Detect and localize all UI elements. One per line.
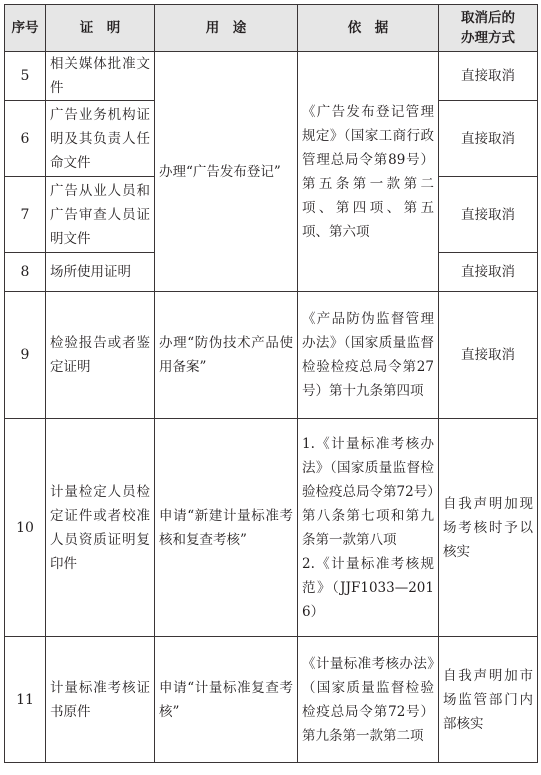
row-method: 自我声明加市场监管部门内部核实 <box>439 637 538 763</box>
row-cert: 检验报告或者鉴定证明 <box>46 292 155 419</box>
row-no: 9 <box>5 292 46 419</box>
row-use: 申请“新建计量标准考核和复查考核” <box>155 419 298 637</box>
row-cert: 广告从业人员和广告审查人员证明文件 <box>46 177 155 253</box>
table-row <box>5 637 538 763</box>
row-use: 办理“防伪技术产品使用备案” <box>155 292 298 419</box>
row-no: 11 <box>5 637 46 763</box>
header-method <box>439 5 538 52</box>
row-method: 直接取消 <box>439 101 538 177</box>
header-method-line1: 取消后的 <box>461 10 515 26</box>
row-method: 直接取消 <box>439 292 538 419</box>
row-cert: 相关媒体批准文件 <box>46 52 155 101</box>
row-use-merged: 办理“广告发布登记” <box>155 52 298 292</box>
row-basis: 《产品防伪监督管理办法》（国家质量监督检验检疫总局令第27号）第十九条第四项 <box>298 292 439 419</box>
row-no: 7 <box>5 177 46 253</box>
row-no: 6 <box>5 101 46 177</box>
header-method-line2: 办理方式 <box>461 30 515 46</box>
row-cert: 场所使用证明 <box>46 253 155 292</box>
row-method: 直接取消 <box>439 52 538 101</box>
table-row <box>5 292 538 419</box>
row-method: 直接取消 <box>439 177 538 253</box>
table-row <box>5 52 538 101</box>
row-basis-merged: 《广告发布登记管理规定》（国家工商行政管理总局令第89号）第五条第一款第二项、第四项、第五项、第六项 <box>298 52 439 292</box>
header-no: 序号 <box>5 5 46 52</box>
row-basis: 《计量标准考核办法》（国家质量监督检验检疫总局令第72号）第九条第一款第二项 <box>298 637 439 763</box>
row-no: 10 <box>5 419 46 637</box>
row-method: 自我声明加现场考核时予以核实 <box>439 419 538 637</box>
header-use: 用 途 <box>155 5 298 52</box>
table-row <box>5 419 538 637</box>
row-cert: 计量检定人员检定证件或者校准人员资质证明复印件 <box>46 419 155 637</box>
row-method: 直接取消 <box>439 253 538 292</box>
certificate-table <box>4 4 538 763</box>
header-cert: 证 明 <box>46 5 155 52</box>
row-use: 申请“计量标准复查考核” <box>155 637 298 763</box>
row-cert: 广告业务机构证明及其负责人任命文件 <box>46 101 155 177</box>
header-row <box>5 5 538 52</box>
row-basis-item-2: 2.《计量标准考核规范》（JJF1033—2016） <box>302 555 434 620</box>
header-basis: 依 据 <box>298 5 439 52</box>
row-no: 5 <box>5 52 46 101</box>
row-basis-item-1: 1.《计量标准考核办法》（国家质量监督检验检疫总局令第72号）第八条第七项和第九条第一款第八项 <box>302 435 434 548</box>
row-cert: 计量标准考核证书原件 <box>46 637 155 763</box>
row-no: 8 <box>5 253 46 292</box>
row-basis <box>298 419 439 637</box>
